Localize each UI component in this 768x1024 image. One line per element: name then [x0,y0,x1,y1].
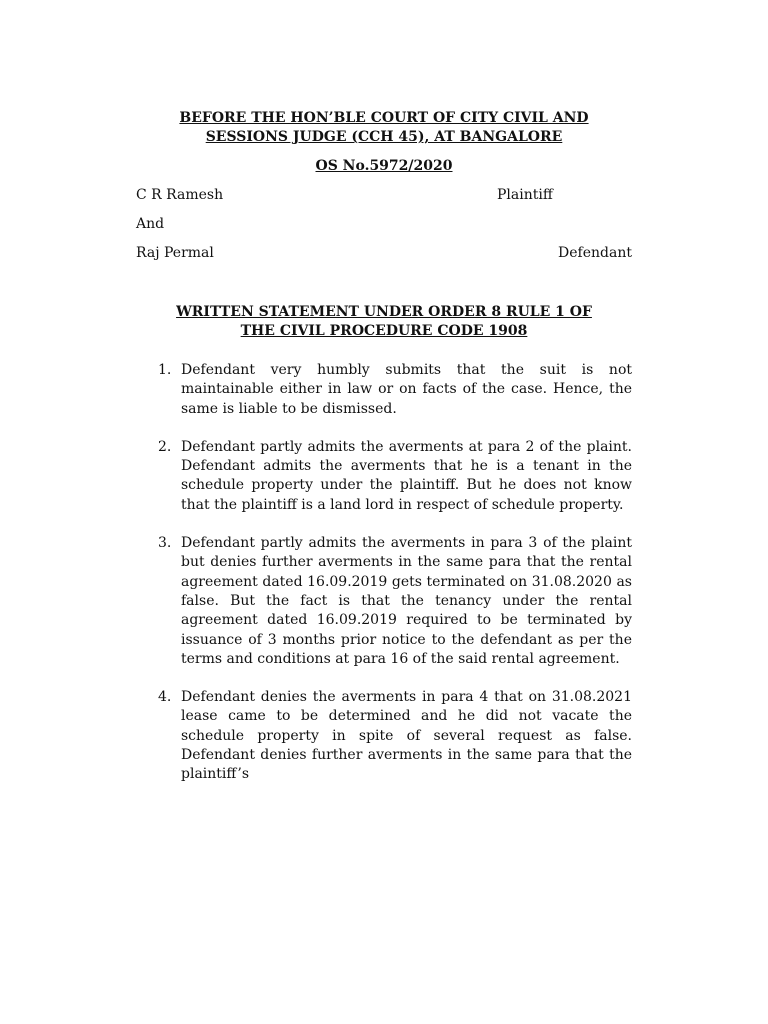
defendant-role: Defendant [558,245,632,261]
point-1 [136,361,632,419]
point-3 [136,534,632,669]
point-number: 2. [158,438,172,455]
court-heading-line-1: BEFORE THE HON’BLE COURT OF CITY CIVIL AND [179,110,589,126]
point-2 [136,438,632,515]
written-statement-heading-line-1: WRITTEN STATEMENT UNDER ORDER 8 RULE 1 OF [176,304,592,320]
point-number: 3. [158,535,172,552]
point-number: 4. [158,689,172,706]
point-text: Defendant partly admits the averments at para 2 of the plaint. Defendant admits the averments that he is a tenant in the schedule property under the plaintiff. But he does not know that the plaintiff is a land lord in respect of schedule property. [181,438,632,513]
plaintiff-row [136,186,632,205]
case-number: OS No.5972/2020 [315,158,453,174]
court-heading-line-2: SESSIONS JUDGE (CCH 45), AT BANGALORE [205,129,563,145]
written-statement-heading [136,303,632,341]
plaintiff-name: C R Ramesh [136,187,224,203]
defendant-name: Raj Permal [136,245,214,261]
conjunction: And [136,216,165,232]
conjunction-row [136,215,632,234]
point-text: Defendant partly admits the averments in para 3 of the plaint but denies further averments in the same para that the rental agreement dated 16.09.2019 gets terminated on 31.08.2020 as false. But the fact is that the tenancy under the rental agreement dated 16.09.2019 required to be terminated by issuance of 3 months prior notice to the defendant as per the terms and conditions at para 16 of the said rental agreement. [181,535,632,667]
numbered-points [136,361,632,804]
point-text: Defendant denies the averments in para 4 that on 31.08.2021 lease came to be determined and he did not vacate the schedule property in spite of several request as false. Defendant denies further averments in the same para that the plaintiff’s [181,689,632,783]
defendant-row [136,244,632,263]
point-text: Defendant very humbly submits that the suit is not maintainable either in law or on facts of the case. Hence, the same is liable to be dismissed. [181,362,632,417]
written-statement-heading-line-2: THE CIVIL PROCEDURE CODE 1908 [240,323,528,339]
point-4 [136,688,632,784]
court-heading [136,109,632,147]
plaintiff-role: Plaintiff [497,187,553,203]
point-number: 1. [158,362,172,378]
